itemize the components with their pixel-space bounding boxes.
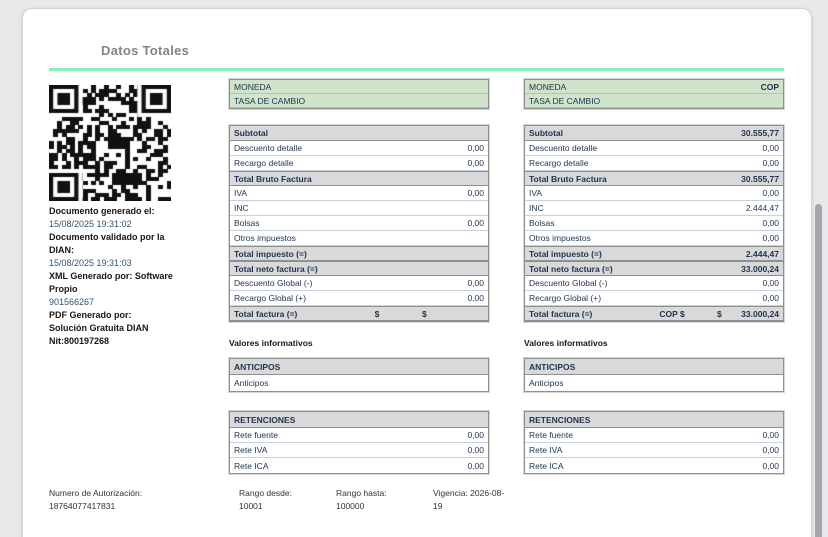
row-value: 0,00	[762, 158, 779, 168]
moneda-row	[525, 94, 783, 108]
anticipos-table	[229, 358, 489, 392]
row-label: Descuento Global (-)	[529, 278, 608, 288]
row-label: Otros impuestos	[234, 233, 296, 243]
row-value: 0,00	[762, 218, 779, 228]
footer-value: 10001	[239, 501, 263, 511]
scrollbar-thumb[interactable]	[815, 204, 822, 537]
footer-label: Rango desde:	[239, 488, 292, 498]
row-value: 33.000,24	[741, 263, 779, 274]
totales-row	[230, 261, 488, 276]
row-label: TASA DE CAMBIO	[529, 95, 601, 106]
row-label: Total neto factura (=)	[529, 263, 613, 274]
row-value: 0,00	[467, 218, 484, 228]
row-value: 30.555,77	[741, 173, 779, 184]
row-value: 0,00	[762, 188, 779, 198]
totales-row	[525, 246, 783, 261]
total-value	[422, 309, 484, 319]
row-value: 0,00	[467, 430, 484, 440]
row-value: 0,00	[762, 460, 779, 471]
row-label: Recargo detalle	[234, 158, 294, 168]
moneda-table	[524, 79, 784, 109]
footer-item	[433, 487, 505, 513]
row-value: 0,00	[467, 188, 484, 198]
footer-text: Vigencia: 2026-08-19	[433, 488, 505, 511]
anticipos-header: ANTICIPOS	[525, 359, 783, 375]
row-label: Rete IVA	[234, 445, 268, 455]
row-label: Subtotal	[234, 128, 268, 138]
row-label: Bolsas	[234, 218, 260, 228]
currency-code: $	[374, 308, 380, 319]
footer-item	[239, 487, 324, 513]
totales-row	[525, 171, 783, 186]
total-factura-row	[525, 306, 783, 321]
qr-code	[49, 85, 171, 201]
moneda-table	[229, 79, 489, 109]
row-value: 0,00	[762, 445, 779, 455]
totales-row	[230, 141, 488, 156]
row-label: Total factura (=)	[529, 308, 593, 319]
row-label: Anticipos	[234, 378, 269, 388]
page-title: Datos Totales	[101, 43, 190, 58]
row-label: Anticipos	[529, 378, 564, 388]
totales-row	[230, 171, 488, 186]
row-label: IVA	[529, 188, 543, 198]
footer-item	[336, 487, 421, 513]
invoice-page	[22, 8, 812, 537]
row-label: Total Bruto Factura	[234, 173, 312, 184]
row-label: Rete fuente	[529, 430, 573, 440]
anticipos-row	[525, 375, 783, 391]
valores-informativos-label: Valores informativos	[524, 338, 608, 348]
retenciones-row	[230, 428, 488, 443]
row-value: 0,00	[762, 233, 779, 243]
row-label: INC	[234, 203, 249, 213]
row-label: MONEDA	[529, 81, 567, 92]
row-value: 0,00	[762, 278, 779, 288]
totales-row	[230, 186, 488, 201]
scrollbar-track[interactable]	[814, 0, 824, 537]
retenciones-row	[525, 443, 783, 458]
totales-row	[230, 276, 488, 291]
totales-row	[525, 216, 783, 231]
totales-row	[525, 156, 783, 171]
currency-code: COP $	[659, 308, 685, 319]
retenciones-row	[525, 428, 783, 443]
totals-column-cop	[524, 79, 784, 474]
info-line: Solución Gratuita DIAN	[49, 323, 149, 333]
anticipos-row	[230, 375, 488, 391]
row-value: 0,00	[762, 143, 779, 153]
totales-table	[229, 125, 489, 322]
row-value: 0,00	[467, 445, 484, 455]
total-factura-row	[230, 306, 488, 321]
totales-row	[230, 246, 488, 261]
info-line: Nit:800197268	[49, 336, 110, 346]
footer-value: 100000	[336, 501, 365, 511]
row-label: Rete IVA	[529, 445, 563, 455]
row-label: Rete ICA	[529, 460, 564, 471]
row-label: Otros impuestos	[529, 233, 591, 243]
row-label: Recargo Global (+)	[529, 293, 602, 303]
footer-value: 18764077417831	[49, 501, 116, 511]
row-label: Descuento detalle	[234, 143, 303, 153]
row-label: Subtotal	[529, 128, 563, 138]
currency-symbol: $	[717, 308, 722, 319]
info-line: Documento validado por la DIAN:	[49, 232, 165, 255]
footer-label: Rango hasta:	[336, 488, 387, 498]
totales-table	[524, 125, 784, 322]
retenciones-row	[230, 458, 488, 473]
row-value: COP	[760, 81, 779, 92]
row-value: 0,00	[467, 293, 484, 303]
info-line: Documento generado el:	[49, 206, 155, 216]
totales-row	[525, 201, 783, 216]
totales-row	[230, 231, 488, 246]
info-line: XML Generado por: Software Propio	[49, 271, 173, 294]
row-label: Descuento detalle	[529, 143, 598, 153]
info-line: 901566267	[49, 297, 95, 307]
row-label: Total impuesto (=)	[234, 248, 307, 259]
anticipos-table	[524, 358, 784, 392]
row-label: MONEDA	[234, 81, 272, 92]
totals-column-generic	[229, 79, 489, 474]
row-label: Total factura (=)	[234, 308, 298, 319]
row-value: 2.444,47	[745, 203, 779, 213]
retenciones-header: RETENCIONES	[230, 412, 488, 428]
row-label: Descuento Global (-)	[234, 278, 313, 288]
totales-row	[230, 216, 488, 231]
currency-symbol: $	[422, 308, 427, 319]
totales-row	[525, 231, 783, 246]
totales-row	[525, 276, 783, 291]
moneda-row	[230, 80, 488, 94]
info-line: 15/08/2025 19:31:02	[49, 219, 132, 229]
row-label: Rete ICA	[234, 460, 269, 471]
totales-row	[230, 156, 488, 171]
row-label: Total impuesto (=)	[529, 248, 602, 259]
row-label: IVA	[234, 188, 248, 198]
row-label: Recargo detalle	[529, 158, 589, 168]
row-value: 0,00	[467, 460, 484, 471]
totales-row	[230, 291, 488, 306]
row-value: 0,00	[467, 158, 484, 168]
info-line: PDF Generado por:	[49, 310, 132, 320]
retenciones-table	[524, 411, 784, 474]
title-underline	[49, 68, 784, 71]
footer-label: Numero de Autorización:	[49, 488, 143, 498]
info-line: 15/08/2025 19:31:03	[49, 258, 132, 268]
totales-row	[525, 291, 783, 306]
row-value: 2.444,47	[745, 248, 779, 259]
retenciones-row	[230, 443, 488, 458]
row-label: Bolsas	[529, 218, 555, 228]
row-value: 30.555,77	[741, 128, 779, 138]
total-amount: 33.000,24	[741, 308, 779, 319]
anticipos-header: ANTICIPOS	[230, 359, 488, 375]
footer-item	[49, 487, 219, 513]
moneda-row	[230, 94, 488, 108]
row-value: 0,00	[762, 430, 779, 440]
row-label: Total neto factura (=)	[234, 263, 318, 274]
row-value: 0,00	[467, 143, 484, 153]
retenciones-header: RETENCIONES	[525, 412, 783, 428]
total-value	[717, 309, 779, 319]
row-value: 0,00	[762, 293, 779, 303]
retenciones-table	[229, 411, 489, 474]
totales-row	[230, 126, 488, 141]
totales-row	[525, 126, 783, 141]
totales-row	[525, 141, 783, 156]
row-label: Rete fuente	[234, 430, 278, 440]
row-label: Total Bruto Factura	[529, 173, 607, 184]
row-label: TASA DE CAMBIO	[234, 95, 306, 106]
row-label: INC	[529, 203, 544, 213]
moneda-row	[525, 80, 783, 94]
totales-row	[525, 186, 783, 201]
generation-info	[49, 205, 183, 348]
valores-informativos-label: Valores informativos	[229, 338, 313, 348]
totales-row	[525, 261, 783, 276]
row-label: Recargo Global (+)	[234, 293, 307, 303]
row-value: 0,00	[467, 278, 484, 288]
retenciones-row	[525, 458, 783, 473]
totales-row	[230, 201, 488, 216]
